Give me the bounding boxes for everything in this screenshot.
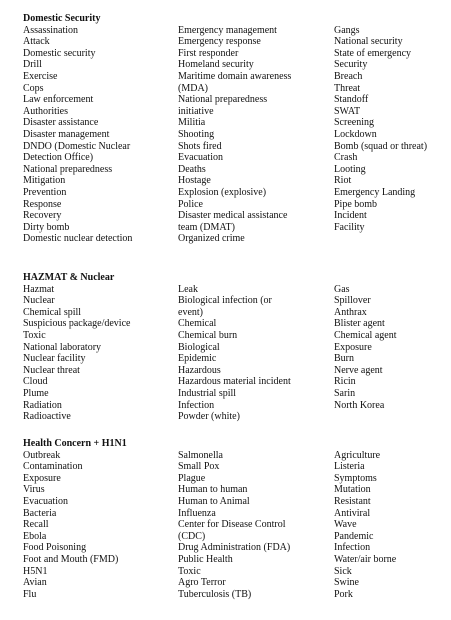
term-item: Chemical burn — [178, 329, 238, 341]
term-item: Nuclear — [23, 295, 55, 307]
term-item: Burn — [334, 353, 354, 365]
term-item: Pipe bomb — [334, 198, 378, 210]
term-item: Chemical spill — [23, 306, 82, 318]
term-item: Toxic — [178, 565, 201, 577]
term-item: Domestic security — [23, 47, 96, 59]
term-item: Flu — [23, 588, 37, 600]
term-item: Wave — [334, 519, 357, 531]
term-item: Disaster assistance — [23, 117, 99, 129]
term-column — [334, 25, 427, 234]
term-item: Nerve agent — [334, 364, 383, 376]
term-item: Threat — [334, 82, 361, 94]
term-item: Emergency management — [178, 24, 277, 36]
term-item: Exposure — [334, 341, 372, 353]
term-item: Radiation — [23, 399, 62, 411]
term-item: Explosion (explosive) — [178, 186, 267, 198]
term-item: Gangs — [334, 24, 360, 36]
term-item: Disaster management — [23, 128, 110, 140]
section-title: HAZMAT & Nuclear — [23, 272, 115, 283]
term-item: Plume — [23, 387, 49, 399]
term-item: Chemical agent — [334, 329, 397, 341]
term-item: Emergency Landing — [334, 186, 416, 198]
term-item: Chemical — [178, 318, 217, 330]
term-item: Screening — [334, 117, 374, 129]
term-item: Mutation — [334, 484, 371, 496]
term-item: Standoff — [334, 94, 369, 106]
term-item: Avian — [23, 577, 47, 589]
term-item: Plague — [178, 472, 206, 484]
term-item: Emergency response — [178, 36, 261, 48]
term-column — [334, 284, 396, 412]
term-item: Suspicious package/device — [23, 318, 131, 330]
term-item: Response — [23, 198, 62, 210]
term-item: Prevention — [23, 186, 67, 198]
term-column — [23, 284, 130, 423]
term-column — [178, 450, 290, 601]
term-item: Symptoms — [334, 472, 377, 484]
term-item: Human to human — [178, 484, 248, 496]
term-item: Law enforcement — [23, 94, 94, 106]
term-item: DNDO (Domestic Nuclear — [23, 140, 131, 152]
term-column — [178, 284, 291, 423]
term-item: Disaster medical assistance — [178, 210, 288, 222]
term-item: Shooting — [178, 128, 215, 140]
term-item: Recall — [23, 519, 49, 531]
term-item: Human to Animal — [178, 495, 250, 507]
term-item: Infection — [334, 542, 371, 554]
term-item: Mitigation — [23, 175, 66, 187]
term-item: Hazardous — [178, 364, 221, 376]
term-item: Food Poisoning — [23, 542, 87, 554]
term-item: Radioactive — [23, 411, 71, 423]
term-item: Infection — [178, 399, 215, 411]
term-column — [178, 25, 291, 245]
term-item: Biological — [178, 341, 220, 353]
term-item: Crash — [334, 152, 358, 164]
term-item: Epidemic — [178, 353, 217, 365]
term-item: Swine — [334, 577, 359, 589]
term-item: Pork — [334, 588, 353, 600]
term-item: Attack — [23, 36, 50, 48]
term-item: National laboratory — [23, 341, 102, 353]
term-item: Sick — [334, 565, 352, 577]
term-item: Biological infection (or — [178, 295, 272, 307]
term-item: Sarin — [334, 387, 356, 399]
term-item: Riot — [334, 175, 352, 187]
term-item: Homeland security — [178, 59, 254, 71]
term-item: First responder — [178, 47, 239, 59]
term-item: Militia — [178, 117, 206, 129]
term-item: (CDC) — [178, 530, 206, 542]
term-item: Bomb (squad or threat) — [334, 140, 428, 152]
term-item: Dirty bomb — [23, 221, 70, 233]
term-item: Ricin — [334, 376, 356, 388]
term-item: Tuberculosis (TB) — [178, 588, 252, 600]
term-column — [334, 450, 396, 601]
term-item: Resistant — [334, 495, 371, 507]
term-item: National preparedness — [178, 94, 268, 106]
term-item: Virus — [23, 484, 45, 496]
term-item: Detection Office) — [23, 152, 94, 164]
term-item: team (DMAT) — [178, 221, 235, 233]
term-item: Police — [178, 198, 203, 210]
term-item: Facility — [334, 221, 365, 233]
term-item: (MDA) — [178, 82, 208, 94]
term-item: Ebola — [23, 530, 47, 542]
term-item: Looting — [334, 163, 366, 175]
term-item: Hazmat — [23, 283, 55, 295]
term-item: Shots fired — [178, 140, 222, 152]
term-item: Breach — [334, 70, 363, 82]
term-item: Industrial spill — [178, 387, 237, 399]
term-item: Toxic — [23, 329, 46, 341]
term-item: Security — [334, 59, 368, 71]
term-item: Cops — [23, 82, 44, 94]
term-item: Outbreak — [23, 449, 61, 461]
term-item: State of emergency — [334, 47, 412, 59]
term-item: Public Health — [178, 553, 233, 565]
term-item: Exposure — [23, 472, 61, 484]
term-item: Center for Disease Control — [178, 519, 286, 531]
term-item: Foot and Mouth (FMD) — [23, 553, 119, 565]
term-item: Lockdown — [334, 128, 377, 140]
term-item: Bacteria — [23, 507, 57, 519]
term-item: Anthrax — [334, 306, 367, 318]
term-item: North Korea — [334, 399, 385, 411]
term-item: Agriculture — [334, 449, 381, 461]
term-item: Nuclear threat — [23, 364, 80, 376]
term-item: Nuclear facility — [23, 353, 86, 365]
term-item: Blister agent — [334, 318, 385, 330]
term-item: Assassination — [23, 24, 78, 36]
term-item: SWAT — [334, 105, 361, 117]
term-item: National preparedness — [23, 163, 113, 175]
term-item: Salmonella — [178, 449, 223, 461]
term-item: Hostage — [178, 175, 211, 187]
term-item: Exercise — [23, 70, 58, 82]
term-item: Small Pox — [178, 461, 220, 473]
term-item: Incident — [334, 210, 367, 222]
term-item: National security — [334, 36, 403, 48]
term-item: Influenza — [178, 507, 216, 519]
section-title: Domestic Security — [23, 13, 101, 24]
term-item: Agro Terror — [178, 577, 226, 589]
term-item: Domestic nuclear detection — [23, 233, 133, 245]
term-item: Drill — [23, 59, 42, 71]
term-item: event) — [178, 306, 203, 318]
term-item: Leak — [178, 283, 198, 295]
term-item: Gas — [334, 283, 350, 295]
term-item: Evacuation — [23, 495, 68, 507]
term-item: Maritime domain awareness — [178, 70, 292, 82]
term-item: initiative — [178, 105, 214, 117]
term-item: Water/air borne — [334, 553, 397, 565]
term-item: Cloud — [23, 376, 48, 388]
term-item: Recovery — [23, 210, 62, 222]
term-column — [23, 450, 118, 601]
term-item: Antiviral — [334, 507, 371, 519]
term-item: Listeria — [334, 461, 365, 473]
term-item: Spillover — [334, 295, 371, 307]
term-item: Drug Administration (FDA) — [178, 542, 291, 554]
term-item: Contamination — [23, 461, 83, 473]
section-title: Health Concern + H1N1 — [23, 438, 127, 449]
term-item: H5N1 — [23, 565, 48, 577]
term-item: Evacuation — [178, 152, 223, 164]
term-item: Powder (white) — [178, 411, 240, 423]
term-item: Organized crime — [178, 233, 245, 245]
term-item: Hazardous material incident — [178, 376, 291, 388]
term-item: Authorities — [23, 105, 68, 117]
term-item: Pandemic — [334, 530, 374, 542]
term-column — [23, 25, 132, 245]
term-item: Deaths — [178, 163, 206, 175]
